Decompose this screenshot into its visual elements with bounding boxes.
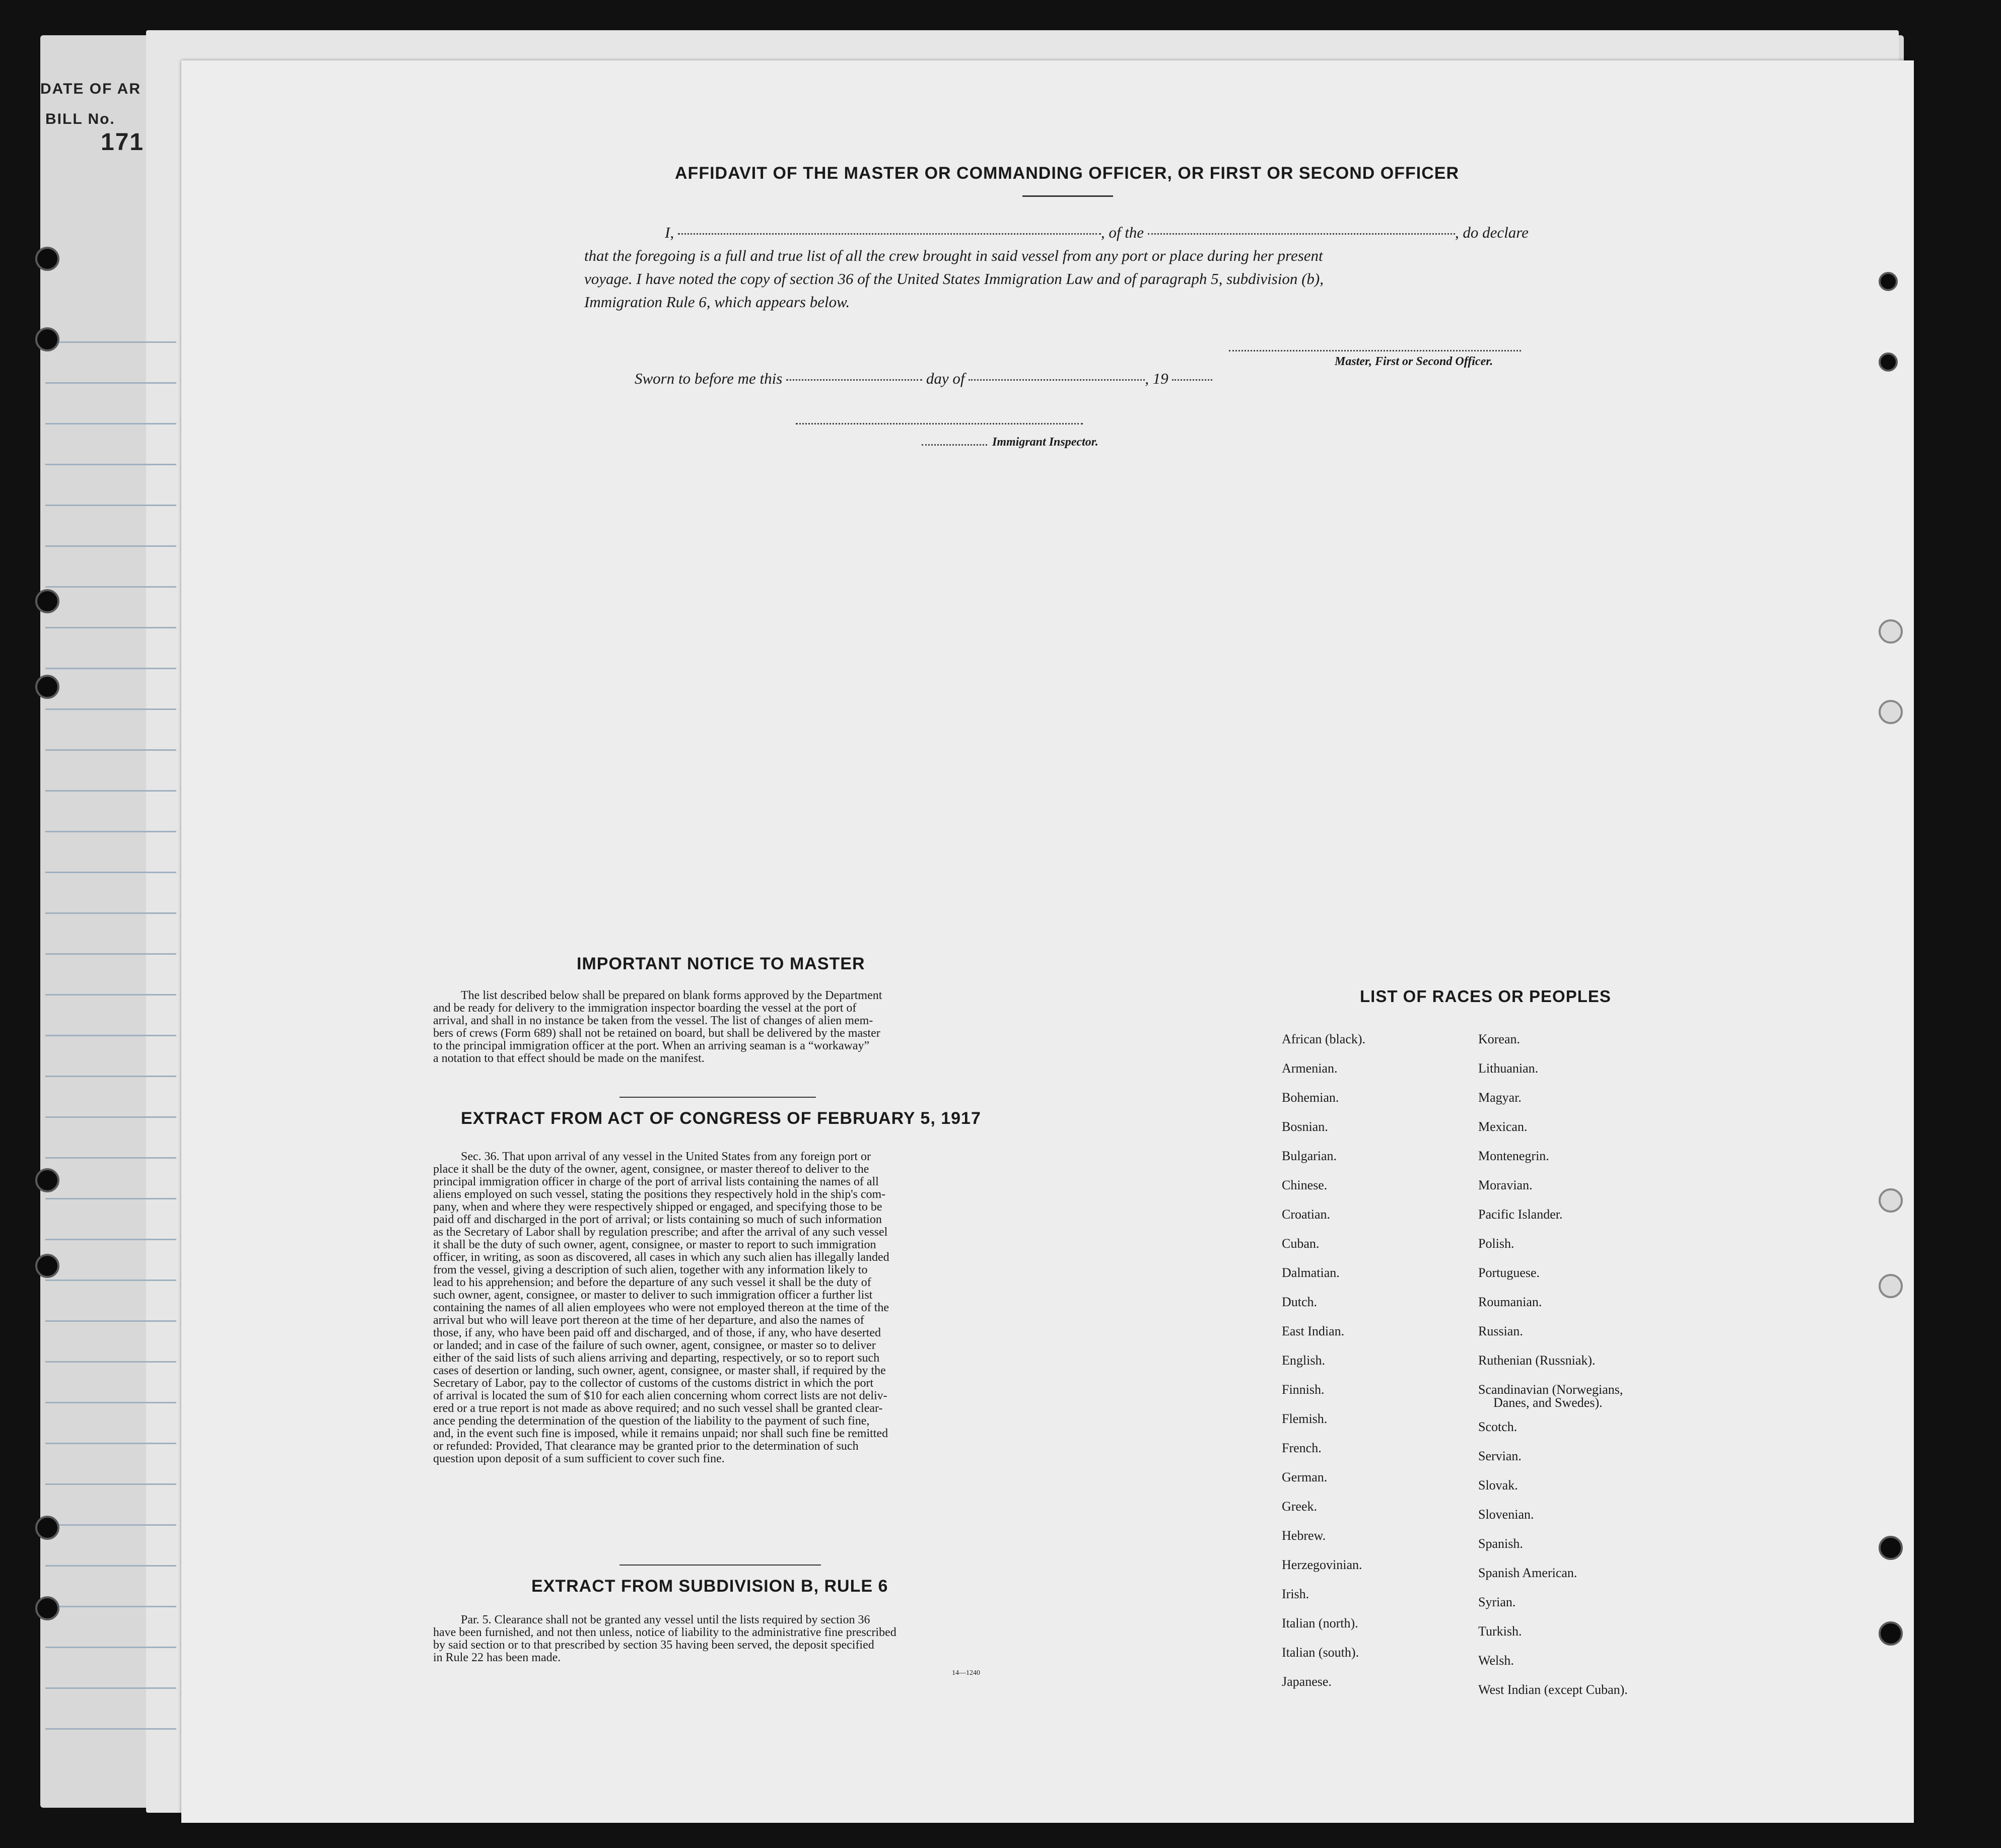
binder-hole — [1879, 272, 1898, 291]
race-item: Roumanian. — [1478, 1295, 1542, 1309]
races-right-column — [1478, 1025, 1628, 1704]
race-item: French. — [1282, 1441, 1322, 1455]
race-item: Portuguese. — [1478, 1265, 1540, 1280]
act-rule — [619, 1565, 821, 1566]
race-item: Greek. — [1282, 1499, 1318, 1514]
race-item: Croatian. — [1282, 1207, 1331, 1222]
paragraph-line: ered or a true report is not made as above required; and no such vessel shall be granted clear- — [433, 1402, 883, 1415]
declaration-line-1 — [635, 222, 1743, 244]
race-item: Bosnian. — [1282, 1119, 1328, 1134]
binder-hole — [35, 1516, 59, 1540]
paragraph-line: of arrival is located the sum of $10 for each alien concerning whom correct lists are not deliv- — [433, 1389, 887, 1402]
binder-hole — [35, 1596, 59, 1620]
notice-title: IMPORTANT NOTICE TO MASTER — [577, 954, 865, 973]
affidavit-page — [181, 60, 1914, 1823]
stub-date-label: DATE OF AR — [40, 81, 141, 97]
race-item: Slovak. — [1478, 1478, 1518, 1492]
paragraph-line: principal immigration officer in charge of the port of arrival lists containing the names of all — [433, 1175, 879, 1188]
paragraph-line: in Rule 22 has been made. — [433, 1651, 561, 1664]
race-item: Spanish American. — [1478, 1566, 1577, 1580]
race-item: Bohemian. — [1282, 1090, 1339, 1105]
race-item: Irish. — [1282, 1587, 1309, 1601]
paragraph-line: place it shall be the duty of the owner, agent, consignee, or master thereof to deliver to the — [433, 1163, 869, 1176]
paragraph-line: and, in the event such fine is imposed, while it remains unpaid; nor shall such fine be remitted — [433, 1427, 888, 1440]
stub-bill-label: BILL No. — [45, 111, 115, 127]
race-item: Cuban. — [1282, 1236, 1320, 1251]
paragraph-line: containing the names of all alien employees who were not employed thereon at the time of the — [433, 1301, 889, 1314]
paragraph-line: officer, in writing, as soon as discovered, all cases in which any such alien has illegally landed — [433, 1251, 889, 1264]
binder-hole — [1879, 700, 1903, 724]
sworn-year-field[interactable] — [1172, 379, 1212, 381]
sworn-label: Sworn to before me this — [635, 370, 783, 387]
notice-body — [433, 989, 1017, 1065]
of-the-label: , of the — [1100, 224, 1144, 241]
race-item: Chinese. — [1282, 1178, 1328, 1192]
race-item: Slovenian. — [1478, 1507, 1534, 1522]
paragraph-line: and be ready for delivery to the immigration inspector boarding the vessel at the port of — [433, 1002, 857, 1015]
paragraph-line: The list described below shall be prepared on blank forms approved by the Department — [461, 989, 882, 1002]
do-declare-label: , do declare — [1455, 224, 1529, 241]
paragraph-line: paid off and discharged in the port of arrival; or lists containing so much of such information — [433, 1213, 882, 1226]
binder-hole — [35, 1254, 59, 1278]
paragraph-line: Secretary of Labor, pay to the collector of customs of the customs district in which the port — [433, 1377, 874, 1390]
race-item: Armenian. — [1282, 1061, 1338, 1076]
race-item: Italian (south). — [1282, 1645, 1359, 1660]
race-item: Spanish. — [1478, 1536, 1523, 1551]
paragraph-line: it shall be the duty of such owner, agent, consignee, or master to report to such immigration — [433, 1238, 876, 1251]
paragraph-line: pany, when and where they were respectively shipped or engaged, and specifying those to be — [433, 1200, 882, 1214]
year-prefix-label: , 19 — [1145, 370, 1168, 387]
i-label: I, — [665, 224, 674, 241]
binder-hole — [35, 327, 59, 351]
paragraph-line: those, if any, who have been paid off and discharged, and of those, if any, who have deserted — [433, 1326, 881, 1339]
paragraph-line: arrival but who will leave port thereon at the time of her departure, and also the names of — [433, 1314, 864, 1327]
race-item: Bulgarian. — [1282, 1149, 1337, 1163]
binder-hole — [1879, 352, 1898, 372]
race-item: Syrian. — [1478, 1595, 1516, 1609]
race-item: Ruthenian (Russniak). — [1478, 1353, 1596, 1368]
binder-hole — [35, 247, 59, 271]
race-item: Herzegovinian. — [1282, 1557, 1362, 1572]
master-name-field[interactable] — [678, 233, 1101, 235]
race-item: Welsh. — [1478, 1653, 1514, 1668]
binder-hole — [35, 1168, 59, 1192]
vessel-name-field[interactable] — [1148, 233, 1455, 235]
race-item: Russian. — [1478, 1324, 1523, 1338]
binder-hole — [1879, 1536, 1903, 1560]
race-item: Lithuanian. — [1478, 1061, 1539, 1076]
form-number: 14—1240 — [952, 1669, 980, 1677]
inspector-signature-field[interactable] — [796, 423, 1083, 424]
paragraph-line: cases of desertion or landing, such owner, agent, consignee, or master shall, if required by the — [433, 1364, 886, 1377]
paragraph-line: ance pending the determination of the question of the liability to the payment of such fine, — [433, 1414, 870, 1428]
race-item: Moravian. — [1478, 1178, 1533, 1192]
binder-hole — [1879, 1621, 1903, 1646]
race-item: Scandinavian (Norwegians, — [1478, 1382, 1623, 1397]
race-item: East Indian. — [1282, 1324, 1345, 1338]
inspector-prefix-line — [922, 444, 987, 446]
paragraph-line: or landed; and in case of the failure of such owner, agent, consignee, or master so to deliver — [433, 1339, 876, 1352]
race-item: Mexican. — [1478, 1119, 1528, 1134]
inspector-label: Immigrant Inspector. — [992, 436, 1098, 449]
paragraph-line: lead to his apprehension; and before the departure of any such vessel it shall be the duty of — [433, 1276, 871, 1289]
binder-hole — [35, 589, 59, 613]
title-rule — [1022, 195, 1113, 197]
master-signature-label: Master, First or Second Officer. — [1335, 355, 1493, 368]
race-item: Dalmatian. — [1282, 1265, 1340, 1280]
race-item: Polish. — [1478, 1236, 1514, 1251]
paragraph-line: have been furnished, and not then unless, notice of liability to the administrative fine prescribed — [433, 1626, 896, 1639]
sworn-line — [635, 368, 1212, 390]
race-item: English. — [1282, 1353, 1325, 1368]
declaration-line-2: that the foregoing is a full and true list of all the crew brought in said vessel from any port or place during her present — [584, 247, 1323, 264]
paragraph-line: arrival, and shall in no instance be taken from the vessel. The list of changes of alien mem- — [433, 1014, 873, 1027]
race-item: Finnish. — [1282, 1382, 1325, 1397]
race-item: Flemish. — [1282, 1411, 1328, 1426]
race-item: Scotch. — [1478, 1419, 1517, 1434]
binder-hole — [1879, 1188, 1903, 1213]
race-item: Korean. — [1478, 1032, 1521, 1046]
declaration-line-3: voyage. I have noted the copy of section 36 of the United States Immigration Law and of paragraph 5, subdivision (b), — [584, 270, 1324, 288]
race-item: Turkish. — [1478, 1624, 1522, 1639]
races-title: LIST OF RACES OR PEOPLES — [1360, 987, 1611, 1006]
race-item-continuation: Danes, and Swedes). — [1493, 1395, 1603, 1410]
paragraph-line: either of the said lists of such aliens arriving and departing, respectively, or so to report such — [433, 1352, 880, 1365]
paragraph-line: to the principal immigration officer at the port. When an arriving seaman is a “workaway” — [433, 1039, 870, 1052]
paragraph-line: as the Secretary of Labor shall by regulation prescribe; and after the arrival of any such vessel — [433, 1226, 888, 1239]
race-item: German. — [1282, 1470, 1328, 1484]
extract-act-body — [433, 1151, 1017, 1465]
binder-hole — [35, 675, 59, 699]
race-item: Italian (north). — [1282, 1616, 1358, 1630]
declaration-line-4: Immigration Rule 6, which appears below. — [584, 293, 850, 311]
races-left-column — [1282, 1025, 1365, 1696]
paragraph-line: Par. 5. Clearance shall not be granted any vessel until the lists required by section 36 — [461, 1613, 870, 1626]
race-item: Montenegrin. — [1478, 1149, 1549, 1163]
affidavit-title: AFFIDAVIT OF THE MASTER OR COMMANDING OFFICER, OR FIRST OR SECOND OFFICER — [675, 164, 1459, 183]
ledger-lines — [45, 302, 176, 1762]
race-item: Hebrew. — [1282, 1528, 1326, 1543]
extract-act-title: EXTRACT FROM ACT OF CONGRESS OF FEBRUARY 5, 1917 — [461, 1109, 981, 1128]
paragraph-line: Sec. 36. That upon arrival of any vessel in the United States from any foreign port or — [461, 1150, 871, 1163]
paragraph-line: by said section or to that prescribed by section 35 having been served, the deposit specified — [433, 1639, 874, 1652]
master-signature-field[interactable] — [1229, 350, 1521, 351]
race-item: Japanese. — [1282, 1674, 1332, 1689]
paragraph-line: from the vessel, giving a description of such alien, together with any information likely to — [433, 1263, 868, 1276]
race-item: Dutch. — [1282, 1295, 1318, 1309]
race-item: Pacific Islander. — [1478, 1207, 1563, 1222]
paragraph-line: question upon deposit of a sum sufficient to cover such fine. — [433, 1452, 725, 1465]
stub-bill-number: 171 — [101, 129, 145, 156]
day-of-label: day of — [926, 370, 965, 387]
paragraph-line: such owner, agent, consignee, or master to deliver to such immigration officer a further list — [433, 1289, 873, 1302]
race-item: Magyar. — [1478, 1090, 1522, 1105]
extract-rule-body — [433, 1614, 1017, 1664]
sworn-day-field[interactable] — [786, 379, 922, 381]
paragraph-line: or refunded: Provided, That clearance may be granted prior to the determination of such — [433, 1440, 859, 1453]
paragraph-line: aliens employed on such vessel, stating the positions they respectively hold in the ship's com- — [433, 1188, 886, 1201]
race-item: African (black). — [1282, 1032, 1366, 1046]
extract-rule-title: EXTRACT FROM SUBDIVISION B, RULE 6 — [531, 1577, 888, 1596]
race-item: West Indian (except Cuban). — [1478, 1682, 1628, 1697]
paragraph-line: a notation to that effect should be made on the manifest. — [433, 1052, 705, 1065]
paragraph-line: bers of crews (Form 689) shall not be retained on board, but shall be delivered by the master — [433, 1027, 880, 1040]
binder-hole — [1879, 1274, 1903, 1298]
notice-rule — [619, 1097, 816, 1098]
binder-hole — [1879, 619, 1903, 644]
race-item: Servian. — [1478, 1449, 1522, 1463]
sworn-month-field[interactable] — [969, 379, 1145, 381]
